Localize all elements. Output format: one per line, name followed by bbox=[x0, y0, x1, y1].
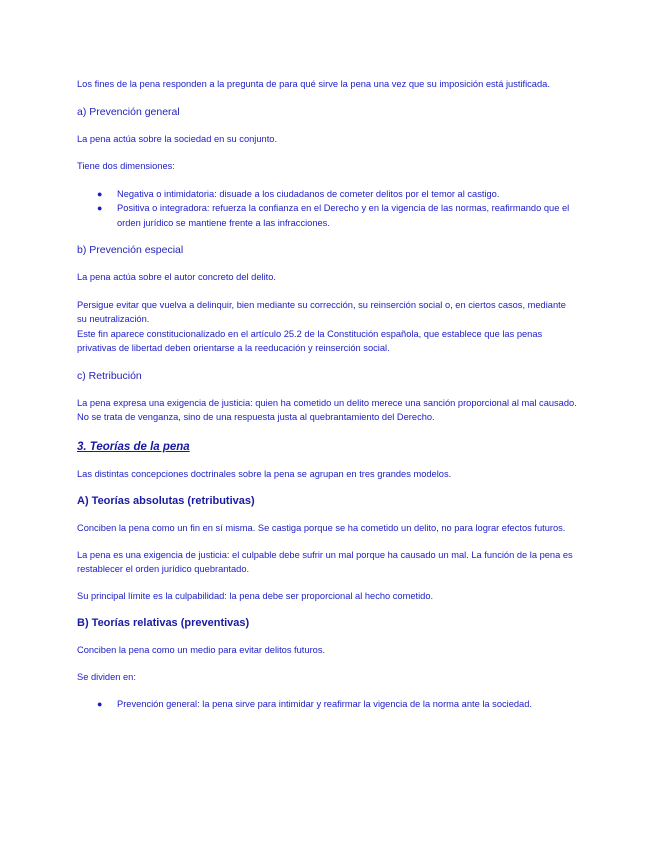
prevencion-especial-p1: La pena actúa sobre el autor concreto del delito. bbox=[77, 272, 276, 282]
bullet-icon: ● bbox=[97, 699, 103, 709]
intro-paragraph: Los fines de la pena responden a la pregunta de para qué sirve la pena una vez que su imposición está justificada. bbox=[77, 79, 550, 89]
relativas-p1: Conciben la pena como un medio para evitar delitos futuros. bbox=[77, 645, 326, 655]
relativas-heading: B) Teorías relativas (preventivas) bbox=[77, 617, 250, 629]
relativas-list bbox=[77, 697, 577, 712]
prevencion-general-p1: La pena actúa sobre la sociedad en su conjunto. bbox=[77, 133, 278, 144]
absolutas-p1: Conciben la pena como un fin en sí misma. Se castiga porque se ha cometido un delito, no para lograr efectos futuros. bbox=[77, 523, 566, 533]
list-item: ● Negativa o intimidatoria: disuade a los ciudadanos de cometer delitos por el temor al castigo. bbox=[77, 187, 577, 202]
prevencion-general-list bbox=[77, 187, 577, 231]
document-body bbox=[77, 77, 577, 712]
prevencion-especial-heading: b) Prevención especial bbox=[77, 244, 184, 256]
list-item: ● Positiva o integradora: refuerza la confianza en el Derecho y en la vigencia de las normas, reafirmando que el orden jurídico se mantiene frente a las infracciones. bbox=[97, 203, 570, 228]
retribucion-heading: c) Retribución bbox=[77, 369, 142, 382]
absolutas-p3: Su principal límite es la culpabilidad: la pena debe ser proporcional al hecho cometido. bbox=[77, 590, 434, 601]
relativas-p2: Se dividen en: bbox=[77, 671, 136, 682]
absolutas-heading: A) Teorías absolutas (retributivas) bbox=[77, 495, 255, 507]
teorias-p1: Las distintas concepciones doctrinales sobre la pena se agrupan en tres grandes modelos. bbox=[77, 468, 452, 479]
section-heading-teorias: 3. Teorías de la pena bbox=[77, 440, 190, 453]
retribucion-p1: La pena expresa una exigencia de justicia: quien ha cometido un delito merece una sanción proporcional al mal causado. No se trata de venganza, sino de una respuesta justa al quebrantamiento del Derecho. bbox=[77, 397, 577, 422]
prevencion-general-p2: Tiene dos dimensiones: bbox=[77, 161, 175, 171]
prevencion-especial-p2: Persigue evitar que vuelva a delinquir, bien mediante su corrección, su reinserción social o, en ciertos casos, mediante su neutralización. bbox=[77, 299, 566, 324]
list-item: ● Prevención general: la pena sirve para intimidar y reafirmar la vigencia de la norma ante la sociedad. bbox=[77, 697, 577, 712]
prevencion-especial-p3: Este fin aparece constitucionalizado en el artículo 25.2 de la Constitución española, que establece que las penas privativas de libertad deben orientarse a la reeducación y reinserción social. bbox=[77, 328, 543, 353]
bullet-icon: ● bbox=[97, 203, 103, 213]
bullet-icon: ● bbox=[97, 188, 103, 199]
prevencion-general-heading: a) Prevención general bbox=[77, 105, 180, 118]
absolutas-p2: La pena es una exigencia de justicia: el culpable debe sufrir un mal porque ha causado un mal. La función de la pena es restablecer el orden jurídico quebrantado. bbox=[77, 549, 573, 574]
